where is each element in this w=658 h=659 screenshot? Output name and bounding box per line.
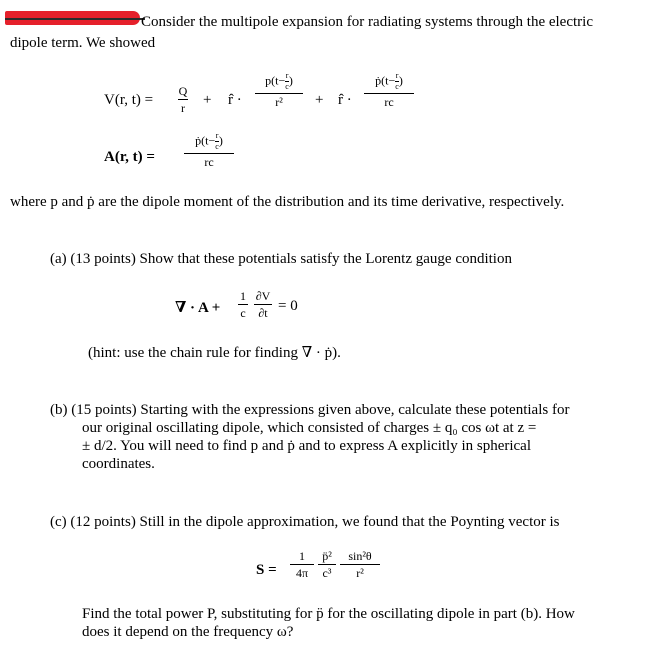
eq-s-lhs: S =	[256, 562, 277, 578]
eq-gauge-lhs: ∇ · A +	[175, 300, 221, 316]
part-b-line-2: our original oscillating dipole, which consisted of charges ± q₀ cos ωt at z =	[82, 420, 537, 436]
intro-line-1: Consider the multipole expansion for radiating systems through the electric	[141, 14, 593, 30]
part-c-line-1: (c) (12 points) Still in the dipole approximation, we found that the Poynting vector is	[50, 514, 560, 530]
part-b-line-4: coordinates.	[82, 456, 155, 472]
eq-v-rhat-1: r̂ ·	[228, 92, 242, 108]
part-b-line-3: ± d/2. You will need to find p and ṗ and to express A explicitly in spherical	[82, 438, 532, 454]
where-paragraph: where p and ṗ are the dipole moment of the distribution and its time derivative, respectively.	[10, 194, 565, 210]
intro-line-2: dipole term. We showed	[10, 35, 156, 51]
eq-s-sin2-over-r2: sin²θ r²	[340, 550, 380, 579]
eq-v-plus-1: +	[203, 92, 212, 108]
eq-gauge-rhs: = 0	[278, 298, 298, 314]
eq-v-pdot-over-rc: $ṗ(t-\frac{r}{c})$ rc	[364, 72, 414, 108]
part-c-line-2: Find the total power P, substituting for p̈ for the oscillating dipole in part (b). How	[82, 606, 575, 622]
eq-s-one-over-4pi: 1 4π	[290, 550, 314, 579]
eq-v-q-over-r: Q r	[178, 84, 188, 115]
redaction-underline	[5, 18, 145, 20]
part-b-line-1: (b) (15 points) Starting with the expressions given above, calculate these potentials for	[50, 402, 570, 418]
eq-gauge-one-over-c: 1 c	[240, 289, 246, 320]
eq-gauge-dv-dt: ∂V ∂t	[255, 289, 271, 320]
eq-v-plus-2: +	[315, 92, 324, 108]
eq-v-p-over-r2: $p(t-\frac{r}{c})$ r²	[255, 72, 303, 108]
part-a-statement: (a) (13 points) Show that these potentials satisfy the Lorentz gauge condition	[50, 251, 512, 267]
eq-v-rhat-2: r̂ ·	[338, 92, 352, 108]
part-c-line-3: does it depend on the frequency ω?	[82, 624, 294, 640]
eq-a-lhs: A(r, t) =	[104, 149, 155, 165]
eq-v-lhs: V(r, t) =	[104, 92, 154, 108]
eq-a-pdot-over-rc: $ṗ(t-\frac{r}{c})$ rc	[184, 132, 234, 168]
eq-s-pddot2-over-c3: p̈² c³	[318, 550, 336, 579]
part-a-hint: (hint: use the chain rule for finding ∇ · ṗ).	[88, 345, 341, 361]
